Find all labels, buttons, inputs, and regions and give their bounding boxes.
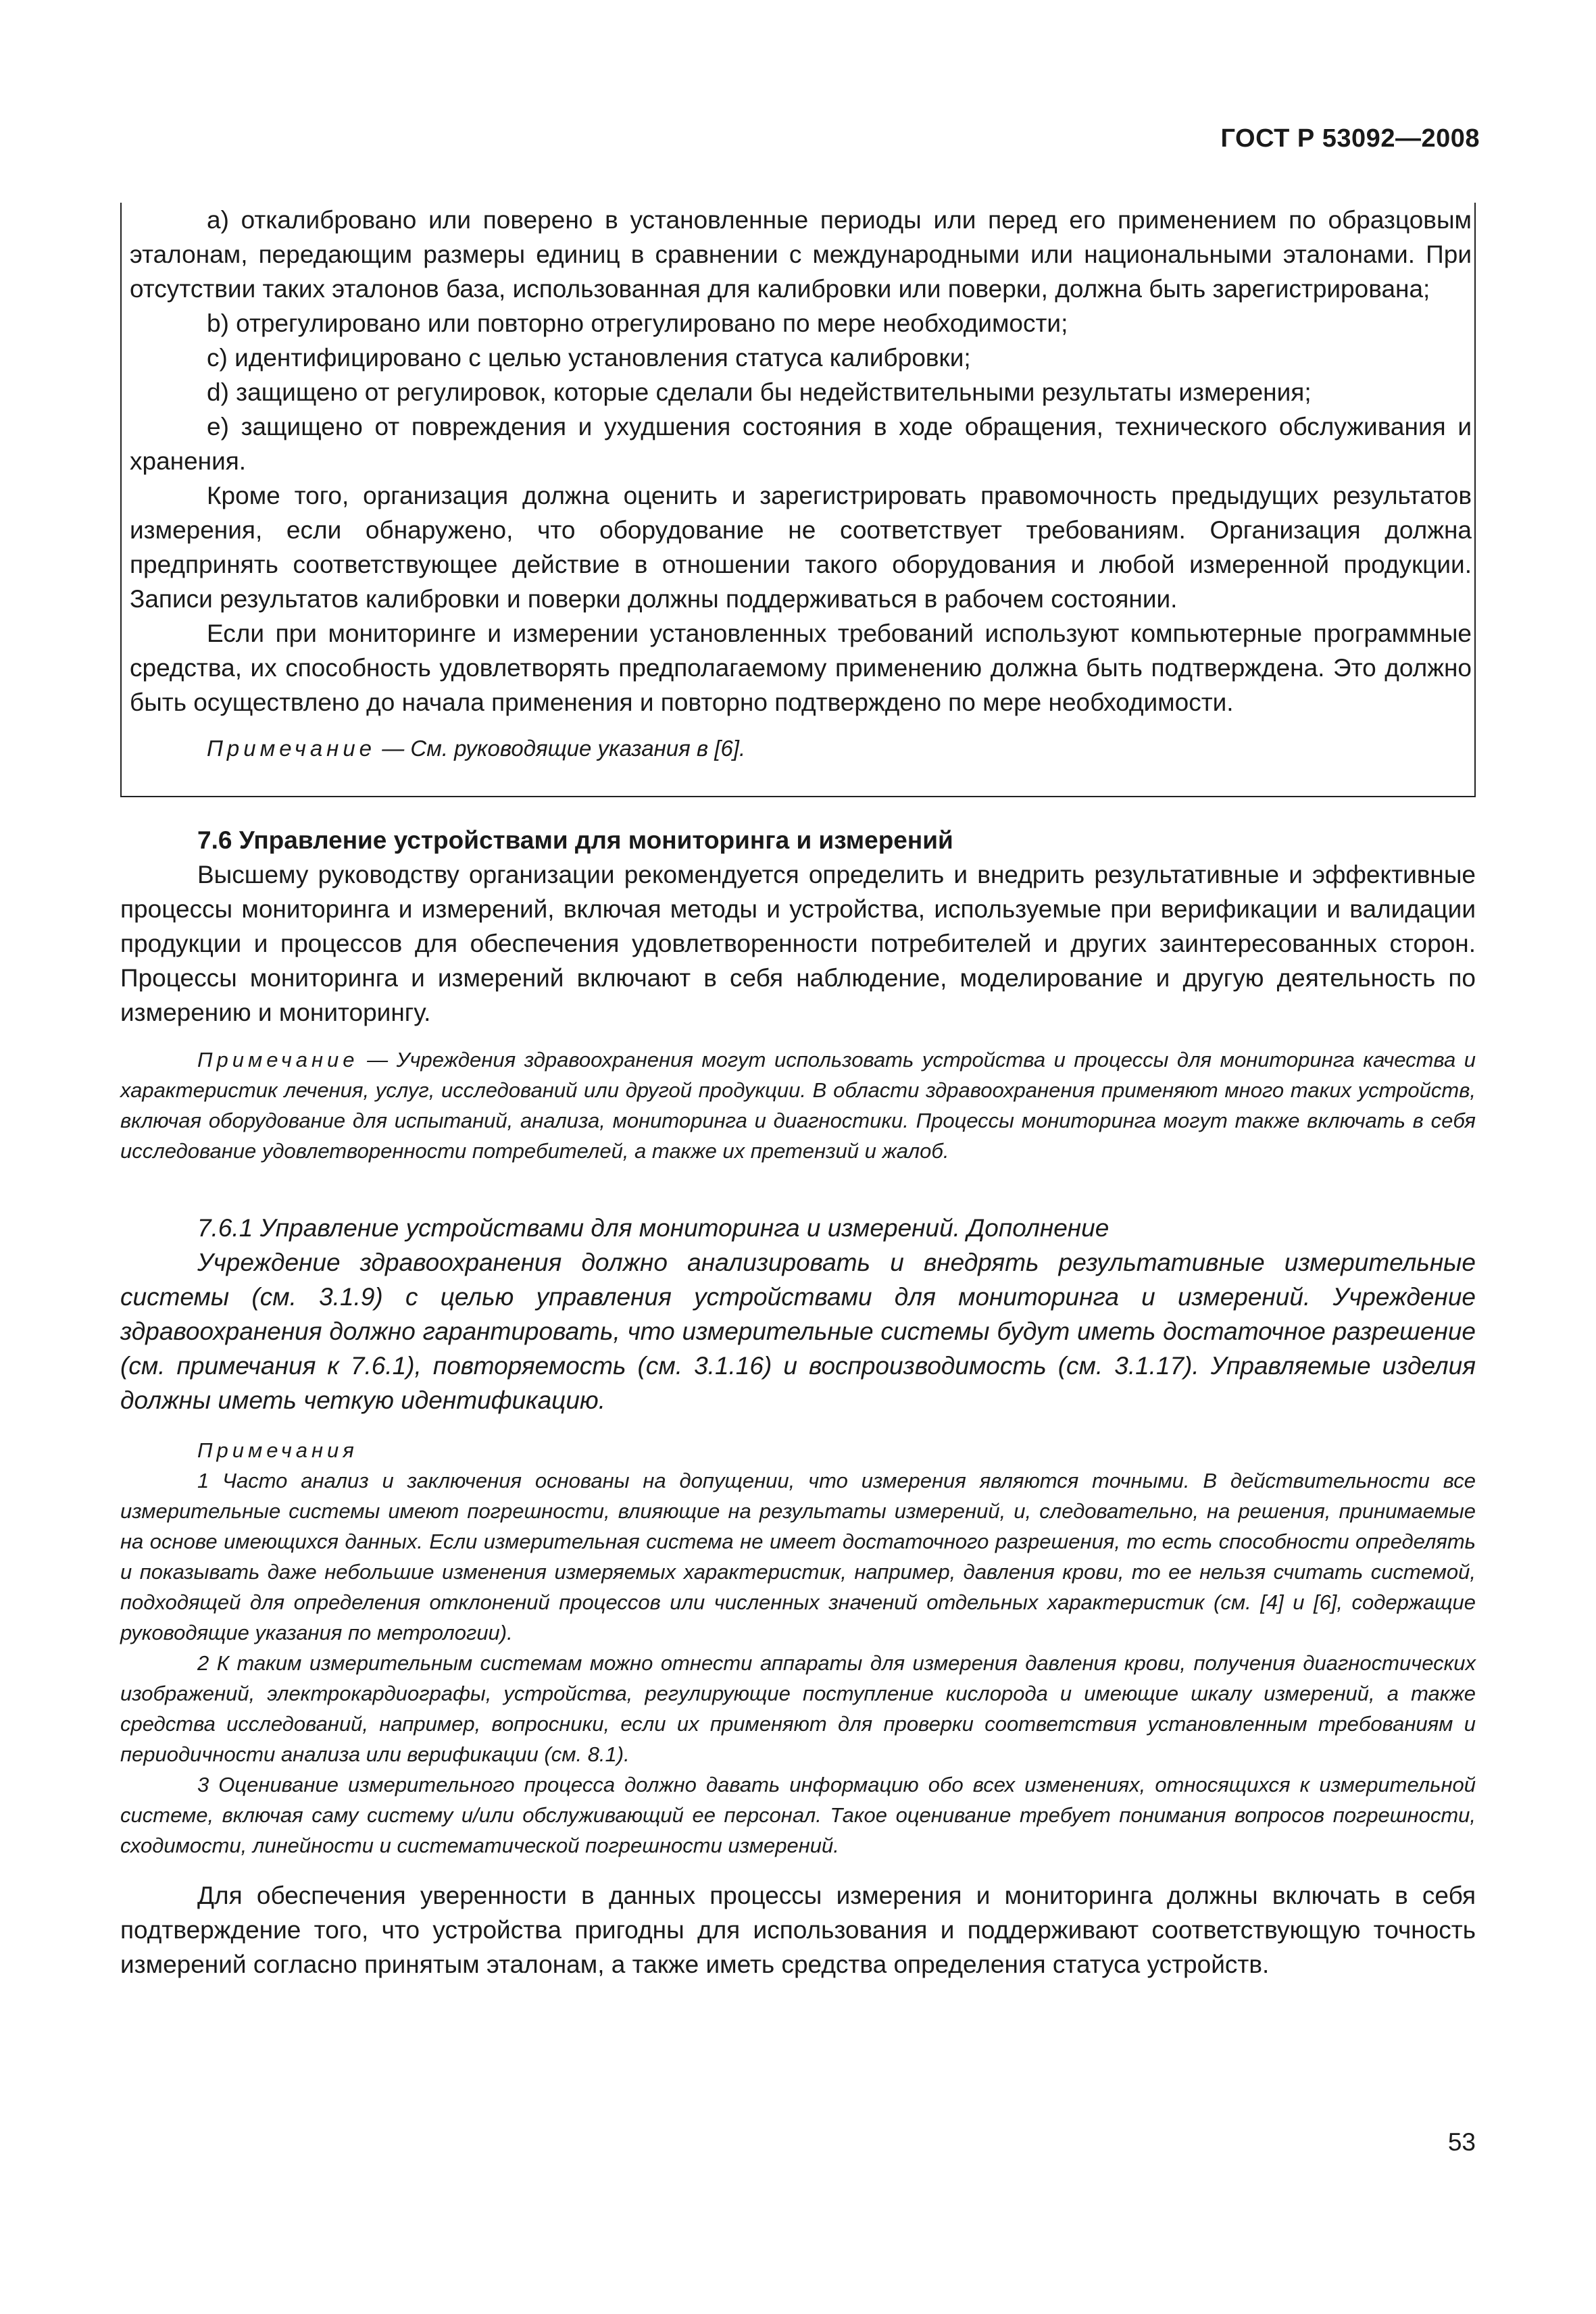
final-paragraph: Для обеспечения уверенности в данных процессы измерения и мониторинга должны включать в себя подтверждение того, что устройства пригодны для использования и поддерживают соответствующую точность измерений согласно принятым эталонам, а также иметь средства определения статуса устройств. [120, 1882, 1476, 1978]
section-7-6-note [120, 1045, 1476, 1166]
note-2: 2 К таким измерительным системам можно отнести аппараты для измерения давления крови, получения диагностических изображений, электрокардиографы, устройства, регулирующие поступление кислорода и имеющие шкалу измерений, а также средства исследований, например, вопросники, если их применяют для проверки соответствия установленным требованиям и периодичности анализа или верификации (см. 8.1). [120, 1651, 1476, 1766]
section-7-6-1-paragraph: Учреждение здравоохранения должно анализировать и внедрять результативные измерительные системы (см. 3.1.9) с целью управления устройствами для мониторинга и измерений. Учреждение здравоохранения должно гарантировать, что измерительные системы будут иметь достаточное разрешение (см. примечания к 7.6.1), повторяемость (см. 3.1.16) и воспроизводимость (см. 3.1.17). Управляемые изделия должны иметь четкую идентификацию. [120, 1249, 1476, 1414]
page-number: 53 [1447, 2128, 1476, 2156]
records-paragraph: Кроме того, организация должна оценить и зарегистрировать правомочность предыдущих результатов измерения, если обнаружено, что оборудование не соответствует требованиям. Организация должна предпринять соответствующее действие в отношении такого оборудования и любой измеренной продукции. Записи результатов калибровки и поверки должны поддерживаться в рабочем состоянии. [130, 482, 1472, 613]
list-item-a: a) откалибровано или поверено в установленные периоды или перед его применением по образцовым эталонам, передающим размеры единиц в сравнении с международными или национальными эталонами. При отсутствии таких эталонов база, использованная для калибровки или поверки, должна быть зарегистрирована; [130, 206, 1472, 303]
list-item-b: b) отрегулировано или повторно отрегулировано по мере необходимости; [207, 309, 1068, 337]
box-note-label: Примечание [207, 736, 376, 761]
section-7-6-paragraph: Высшему руководству организации рекомендуется определить и внедрить результативные и эффективные процессы мониторинга и измерений, включая методы и устройства, используемые при верификации и валидации продукции и процессов для обеспечения удовлетворенности потребителей и других заинтересованных сторон. Процессы мониторинга и измерений включают в себя наблюдение, моделирование и другую деятельность по измерению и мониторингу. [120, 861, 1476, 1026]
software-paragraph: Если при мониторинге и измерении установленных требований используют компьютерные программные средства, их способность удовлетворять предполагаемому применению должна быть подтверждена. Это должно быть осуществлено до начала применения и повторно подтверждено по мере необходимости. [130, 620, 1472, 716]
section-7-6-note-text: — Учреждения здравоохранения могут использовать устройства и процессы для мониторинга качества и характеристик лечения, услуг, исследований или другой продукции. В области здравоохранения применяют много таких устройств, включая оборудование для испытаний, анализа, мониторинга и диагностики. Процессы мониторинга могут также включать в себя исследование удовлетворенности потребителей, а также их претензий и жалоб. [120, 1048, 1476, 1163]
section-heading-7-6-1: 7.6.1 Управление устройствами для мониторинга и измерений. Дополнение [197, 1214, 1109, 1242]
list-item-e: e) защищено от повреждения и ухудшения состояния в ходе обращения, технического обслуживания и хранения. [130, 413, 1472, 475]
document-id-header: ГОСТ Р 53092—2008 [1220, 124, 1480, 153]
boxed-requirements-text [130, 203, 1472, 763]
note-1: 1 Часто анализ и заключения основаны на допущении, что измерения являются точными. В действительности все измерительные системы имеют погрешности, влияющие на результаты измерений, и, следовательно, на решения, принимаемые на основе имеющихся данных. Если измерительная система не имеет достаточного разрешения, то есть способности определять и показывать даже небольшие изменения измеряемых характеристик, например, давления крови, то ее нельзя считать системой, подходящей для определения отклонений процессов или численных значений отдельных характеристик (см. [4] и [6], содержащие руководящие указания по метрологии). [120, 1469, 1476, 1644]
section-7-6 [120, 823, 1476, 1166]
section-7-6-1-notes-label: Примечания [197, 1438, 358, 1462]
boxed-requirements-frame [120, 203, 1476, 797]
section-7-6-1 [120, 1211, 1476, 1982]
section-heading-7-6: 7.6 Управление устройствами для мониторинга и измерений [197, 826, 953, 854]
section-7-6-note-label: Примечание [197, 1048, 359, 1072]
box-note-text: — См. руководящие указания в [6]. [376, 736, 746, 761]
list-item-d: d) защищено от регулировок, которые сделали бы недействительными результаты измерения; [207, 378, 1312, 406]
list-item-c: c) идентифицировано с целью установления статуса калибровки; [207, 344, 971, 372]
note-3: 3 Оценивание измерительного процесса должно давать информацию обо всех изменениях, относящихся к измерительной системе, включая саму систему и/или обслуживающий ее персонал. Такое оценивание требует понимания вопросов погрешности, сходимости, линейности и систематической погрешности измерений. [120, 1773, 1476, 1857]
box-note [130, 733, 1472, 763]
